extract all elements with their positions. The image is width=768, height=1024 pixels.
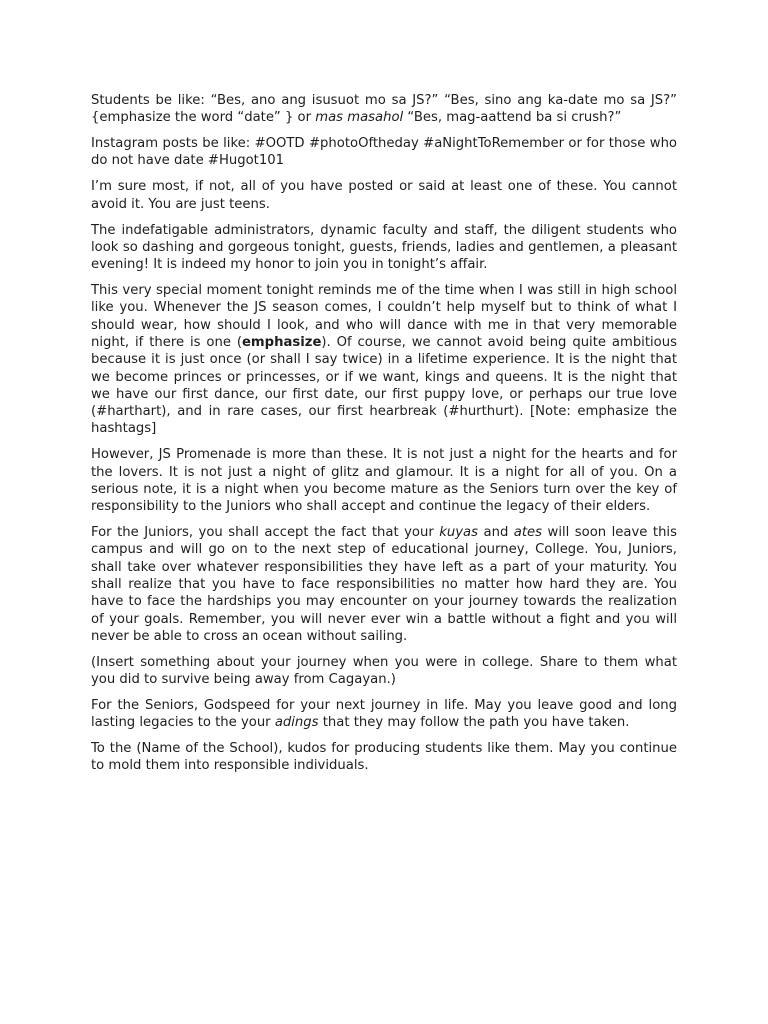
text-segment: However, JS Promenade is more than these. It is not just a night for the hearts and for the lovers. It is not just a night of glitz and glamour. It is a night for all of you. On a serious note, it is a night when you become mature as the Seniors turn over the key of responsibility to the Juniors who shall accept and continue the legacy of their elders.	[91, 447, 677, 515]
italic-text: kuyas	[439, 525, 479, 541]
paragraph-10	[91, 740, 677, 775]
italic-text: mas masahol	[315, 110, 404, 126]
text-segment: (Insert something about your journey when you were in college. Share to them what you did to survive being away from Cagayan.)	[91, 654, 677, 688]
text-segment: “Bes, mag-aattend ba si crush?”	[403, 110, 622, 126]
text-segment: For the Juniors, you shall accept the fact that your	[91, 525, 440, 541]
paragraph-8	[91, 654, 677, 689]
text-segment: ). Of course, we cannot avoid being quite ambitious because it is just once (or shall I say twice) in a lifetime experience. It is the night that we become princes or princesses, or if we want, kings and queens. It is the night that we have our first dance, our first date, our first puppy love, or perhaps our true love (#harthart), and in rare cases, our first hearbreak (#hurthurt). [Note: emphasize the hashtags]	[91, 334, 677, 437]
paragraph-9	[91, 697, 677, 732]
paragraph-3	[91, 178, 677, 213]
paragraph-7	[91, 524, 677, 645]
text-segment: and	[478, 525, 514, 541]
text-segment: To the (Name of the School), kudos for producing students like them. May you continue to mold them into responsible individuals.	[91, 741, 677, 774]
italic-text: adings	[274, 715, 319, 731]
text-segment: The indefatigable administrators, dynamic faculty and staff, the diligent students who look so dashing and gorgeous tonight, guests, friends, ladies and gentlemen, a pleasant evening! It is indeed my honor to join you in tonight’s affair.	[91, 222, 677, 273]
text-segment: Instagram posts be like: #OOTD #photoOftheday #aNightToRemember or for those who do not have date #Hugot101	[91, 136, 677, 169]
document-body	[91, 92, 677, 783]
italic-text: ates	[513, 525, 543, 541]
text-segment: For the Seniors, Godspeed for your next journey in life. May you leave good and long lasting legacies to the your	[91, 697, 677, 731]
text-segment: that they may follow the path you have taken.	[318, 715, 630, 731]
bold-text: emphasize	[241, 334, 322, 350]
text-segment: I’m sure most, if not, all of you have posted or said at least one of these. You cannot avoid it. You are just teens.	[91, 179, 677, 212]
paragraph-5	[91, 282, 677, 438]
text-segment: This very special moment tonight reminds me of the time when I was still in high school like you. Whenever the JS season comes, I couldn’t help myself but to think of what I should wear, how should I look, and who will dance with me in that very memorable night, if there is one (	[91, 283, 677, 350]
paragraph-1	[91, 92, 677, 127]
text-segment: will soon leave this campus and will go on to the next step of educational journey, College. You, Juniors, shall take over whatever responsibilities they have left as a part of your maturity. You shall realize that you have to face responsibilities no matter how hard they are. You have to face the hardships you may encounter on your journey towards the realization of your goals. Remember, you will never ever win a battle without a fight and you will never be able to cross an ocean without sailing.	[91, 525, 677, 644]
paragraph-6	[91, 446, 677, 515]
paragraph-2	[91, 135, 677, 170]
paragraph-4	[91, 222, 677, 274]
text-segment: Students be like: “Bes, ano ang isusuot mo sa JS?” “Bes, sino ang ka-date mo sa JS?” {emphasize the word “date” } or	[91, 93, 677, 126]
